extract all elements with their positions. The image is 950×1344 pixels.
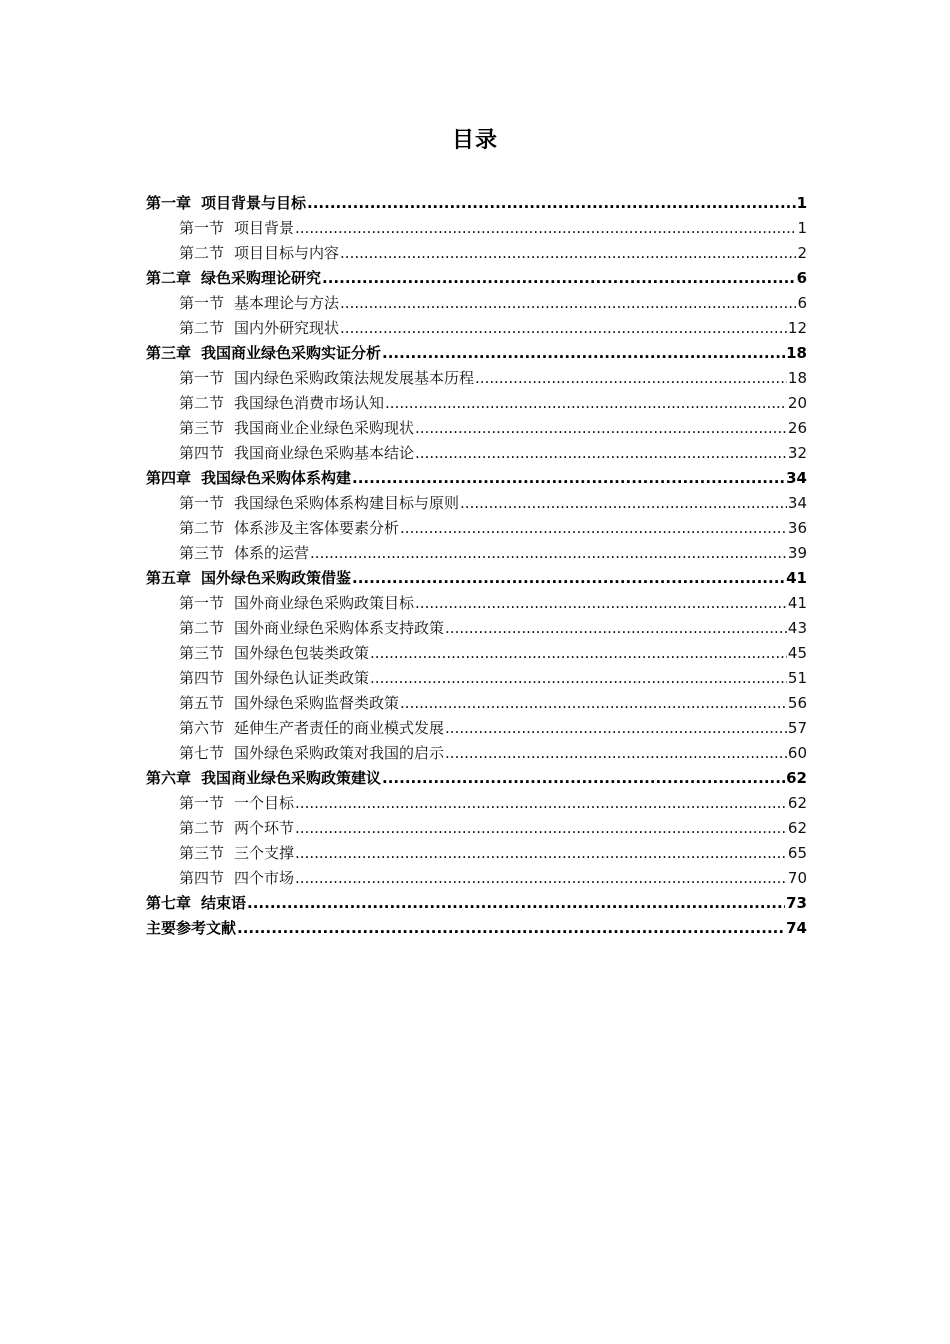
- toc-entry[interactable]: [146, 216, 807, 241]
- toc-entry-number: 第三章: [146, 344, 192, 362]
- toc-entry-number: 第五节: [179, 694, 225, 712]
- table-of-contents: [146, 191, 807, 941]
- toc-entry-page: 74: [786, 919, 807, 937]
- toc-entry-text: 我国商业绿色采购实证分析: [201, 344, 382, 362]
- toc-entry-number: 第一节: [179, 594, 225, 612]
- toc-entry-text: 绿色采购理论研究: [201, 269, 322, 287]
- toc-entry-page: 32: [787, 444, 807, 462]
- toc-entry-number: 第三节: [179, 544, 225, 562]
- toc-entry-number: 第七章: [146, 894, 192, 912]
- toc-entry[interactable]: [146, 591, 807, 616]
- dot-leader: [382, 341, 785, 366]
- toc-entry[interactable]: [146, 491, 807, 516]
- toc-entry-number: 第四节: [179, 669, 225, 687]
- toc-entry-page: 62: [787, 819, 807, 837]
- toc-entry-label: [179, 791, 294, 816]
- toc-entry-page: 39: [787, 544, 807, 562]
- toc-entry-text: 三个支撑: [234, 844, 295, 862]
- dot-leader: [475, 366, 787, 391]
- toc-entry[interactable]: [146, 566, 807, 591]
- toc-entry-number: 第一节: [179, 369, 225, 387]
- toc-entry-text: 国内绿色采购政策法规发展基本历程: [234, 369, 475, 387]
- dot-leader: [415, 416, 787, 441]
- toc-entry-label: [179, 216, 294, 241]
- dot-leader: [295, 841, 787, 866]
- toc-entry[interactable]: [146, 666, 807, 691]
- toc-entry-text: 国外绿色采购政策对我国的启示: [234, 744, 445, 762]
- toc-entry-label: [179, 516, 399, 541]
- toc-entry-number: 第三节: [179, 844, 225, 862]
- toc-entry-text: 我国绿色采购体系构建: [201, 469, 352, 487]
- toc-entry-number: 第二节: [179, 244, 225, 262]
- toc-entry-number: 第二节: [179, 519, 225, 537]
- toc-entry[interactable]: [146, 866, 807, 891]
- toc-entry-text: 体系涉及主客体要素分析: [234, 519, 400, 537]
- dot-leader: [370, 641, 787, 666]
- dot-leader: [400, 691, 787, 716]
- dot-leader: [400, 516, 787, 541]
- toc-entry-page: 73: [786, 894, 807, 912]
- dot-leader: [295, 791, 787, 816]
- dot-leader: [352, 466, 785, 491]
- toc-entry[interactable]: [146, 891, 807, 916]
- toc-entry[interactable]: [146, 541, 807, 566]
- dot-leader: [445, 616, 787, 641]
- toc-entry-page: 6: [796, 269, 807, 287]
- dot-leader: [295, 816, 787, 841]
- toc-entry[interactable]: [146, 916, 807, 941]
- toc-entry[interactable]: [146, 441, 807, 466]
- dot-leader: [385, 391, 787, 416]
- toc-entry-text: 我国商业绿色采购基本结论: [234, 444, 415, 462]
- toc-entry-label: [179, 391, 384, 416]
- toc-entry[interactable]: [146, 291, 807, 316]
- toc-entry-label: [146, 916, 236, 941]
- toc-entry-label: [179, 841, 294, 866]
- dot-leader: [352, 566, 785, 591]
- toc-entry-label: [179, 741, 444, 766]
- toc-entry[interactable]: [146, 241, 807, 266]
- dot-leader: [247, 891, 785, 916]
- toc-entry-number: 第四节: [179, 444, 225, 462]
- toc-entry-label: [146, 266, 321, 291]
- toc-entry-label: [179, 291, 339, 316]
- toc-entry-number: 第三节: [179, 644, 225, 662]
- toc-entry-text: 我国商业绿色采购政策建议: [201, 769, 382, 787]
- toc-entry[interactable]: [146, 716, 807, 741]
- toc-entry-page: 34: [787, 494, 807, 512]
- toc-entry[interactable]: [146, 766, 807, 791]
- toc-entry-text: 国外绿色采购政策借鉴: [201, 569, 352, 587]
- toc-entry[interactable]: [146, 691, 807, 716]
- toc-entry-text: 两个环节: [234, 819, 295, 837]
- toc-entry[interactable]: [146, 316, 807, 341]
- toc-entry[interactable]: [146, 791, 807, 816]
- toc-entry-text: 国外商业绿色采购体系支持政策: [234, 619, 445, 637]
- dot-leader: [340, 291, 796, 316]
- toc-entry-page: 65: [787, 844, 807, 862]
- toc-entry[interactable]: [146, 616, 807, 641]
- toc-entry-label: [179, 316, 339, 341]
- toc-entry[interactable]: [146, 741, 807, 766]
- dot-leader: [295, 216, 796, 241]
- dot-leader: [445, 741, 787, 766]
- toc-entry-page: 1: [796, 194, 807, 212]
- toc-entry-page: 60: [787, 744, 807, 762]
- toc-entry-number: 第二节: [179, 619, 225, 637]
- toc-entry-page: 62: [787, 794, 807, 812]
- toc-entry-label: [179, 641, 369, 666]
- dot-leader: [382, 766, 785, 791]
- toc-entry-number: 第四章: [146, 469, 192, 487]
- toc-entry-number: 第一章: [146, 194, 192, 212]
- toc-entry-page: 41: [786, 569, 807, 587]
- toc-entry-page: 20: [787, 394, 807, 412]
- dot-leader: [460, 491, 787, 516]
- toc-entry-page: 18: [786, 344, 807, 362]
- toc-entry-number: 第七节: [179, 744, 225, 762]
- toc-entry-label: [146, 566, 351, 591]
- toc-entry-page: 18: [787, 369, 807, 387]
- toc-entry-label: [179, 691, 399, 716]
- toc-entry-page: 57: [787, 719, 807, 737]
- toc-entry-number: 第六章: [146, 769, 192, 787]
- toc-entry[interactable]: [146, 816, 807, 841]
- toc-entry-text: 我国绿色采购体系构建目标与原则: [234, 494, 460, 512]
- toc-entry-number: 第二节: [179, 819, 225, 837]
- dot-leader: [445, 716, 787, 741]
- toc-entry-page: 43: [787, 619, 807, 637]
- toc-entry[interactable]: [146, 841, 807, 866]
- toc-entry-label: [179, 441, 414, 466]
- toc-entry-label: [179, 241, 339, 266]
- toc-entry-number: 第一节: [179, 794, 225, 812]
- toc-entry-page: 45: [787, 644, 807, 662]
- toc-entry-text: 延伸生产者责任的商业模式发展: [234, 719, 445, 737]
- toc-entry-text: 基本理论与方法: [234, 294, 340, 312]
- dot-leader: [370, 666, 787, 691]
- toc-entry[interactable]: [146, 366, 807, 391]
- toc-title: 目录: [451, 128, 498, 153]
- toc-entry-text: 主要参考文献: [146, 919, 237, 937]
- toc-entry-text: 项目目标与内容: [234, 244, 340, 262]
- toc-entry-text: 结束语: [201, 894, 247, 912]
- toc-entry[interactable]: [146, 516, 807, 541]
- toc-entry-page: 26: [787, 419, 807, 437]
- toc-entry-page: 12: [787, 319, 807, 337]
- toc-entry-label: [179, 866, 294, 891]
- toc-entry[interactable]: [146, 466, 807, 491]
- toc-entry[interactable]: [146, 341, 807, 366]
- toc-entry-number: 第六节: [179, 719, 225, 737]
- toc-entry-number: 第五章: [146, 569, 192, 587]
- toc-entry-page: 41: [787, 594, 807, 612]
- toc-entry-text: 一个目标: [234, 794, 295, 812]
- toc-entry-label: [146, 466, 351, 491]
- toc-entry-label: [146, 341, 381, 366]
- toc-entry-text: 项目背景与目标: [201, 194, 307, 212]
- toc-entry-text: 国外绿色包装类政策: [234, 644, 370, 662]
- toc-entry-label: [179, 591, 414, 616]
- toc-entry-label: [146, 766, 381, 791]
- toc-entry-page: 56: [787, 694, 807, 712]
- toc-entry-text: 体系的运营: [234, 544, 310, 562]
- toc-entry-label: [179, 366, 474, 391]
- toc-entry-page: 34: [786, 469, 807, 487]
- dot-leader: [340, 241, 796, 266]
- toc-entry-number: 第四节: [179, 869, 225, 887]
- toc-entry-label: [179, 616, 444, 641]
- toc-entry-text: 我国绿色消费市场认知: [234, 394, 385, 412]
- toc-entry-page: 2: [797, 244, 807, 262]
- dot-leader: [310, 541, 787, 566]
- toc-entry-number: 第二节: [179, 394, 225, 412]
- toc-entry-text: 项目背景: [234, 219, 295, 237]
- dot-leader: [415, 441, 787, 466]
- toc-entry-text: 国外商业绿色采购政策目标: [234, 594, 415, 612]
- toc-entry-label: [146, 891, 246, 916]
- toc-entry-page: 51: [787, 669, 807, 687]
- toc-entry-page: 70: [787, 869, 807, 887]
- toc-entry-number: 第一节: [179, 294, 225, 312]
- dot-leader: [295, 866, 787, 891]
- toc-entry[interactable]: [146, 641, 807, 666]
- toc-entry-number: 第二章: [146, 269, 192, 287]
- toc-entry-number: 第三节: [179, 419, 225, 437]
- dot-leader: [237, 916, 785, 941]
- toc-entry[interactable]: [146, 191, 807, 216]
- dot-leader: [322, 266, 796, 291]
- toc-entry-page: 1: [797, 219, 807, 237]
- toc-entry-page: 6: [797, 294, 807, 312]
- toc-entry-number: 第二节: [179, 319, 225, 337]
- toc-entry-page: 62: [786, 769, 807, 787]
- toc-entry-text: 国外绿色认证类政策: [234, 669, 370, 687]
- toc-entry-number: 第一节: [179, 494, 225, 512]
- toc-entry-text: 国内外研究现状: [234, 319, 340, 337]
- toc-entry-label: [146, 191, 306, 216]
- toc-entry[interactable]: [146, 266, 807, 291]
- toc-entry-text: 国外绿色采购监督类政策: [234, 694, 400, 712]
- toc-entry-label: [179, 491, 459, 516]
- toc-entry-label: [179, 416, 414, 441]
- dot-leader: [340, 316, 787, 341]
- toc-entry-number: 第一节: [179, 219, 225, 237]
- dot-leader: [415, 591, 787, 616]
- toc-entry-page: 36: [787, 519, 807, 537]
- toc-entry[interactable]: [146, 416, 807, 441]
- toc-entry-label: [179, 666, 369, 691]
- toc-entry-text: 四个市场: [234, 869, 295, 887]
- toc-entry-label: [179, 541, 309, 566]
- toc-entry[interactable]: [146, 391, 807, 416]
- dot-leader: [307, 191, 796, 216]
- toc-entry-text: 我国商业企业绿色采购现状: [234, 419, 415, 437]
- toc-entry-label: [179, 816, 294, 841]
- toc-entry-label: [179, 716, 444, 741]
